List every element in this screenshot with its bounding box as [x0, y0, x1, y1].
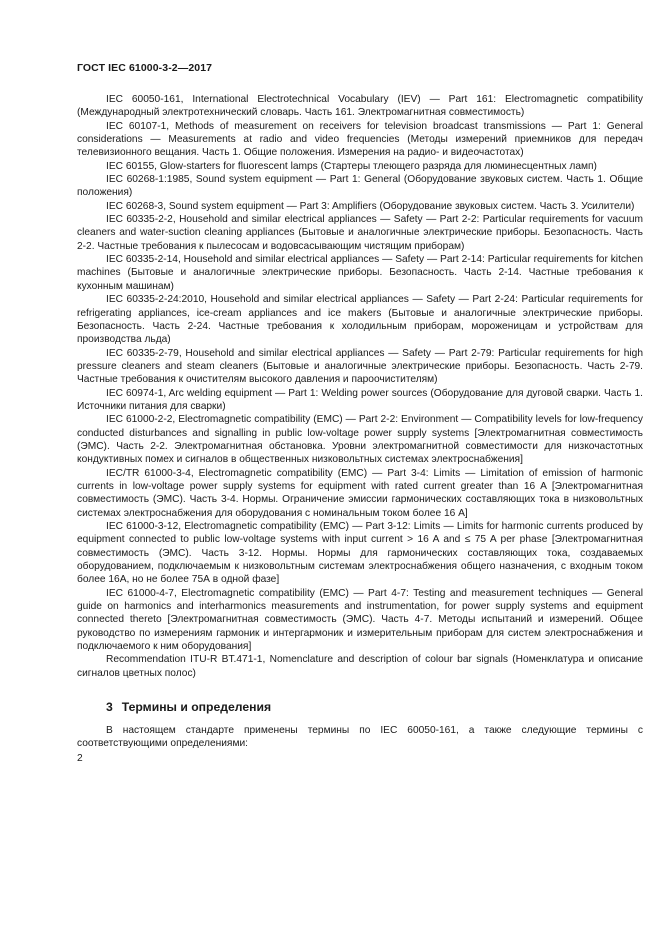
reference-item: IEC 60155, Glow-starters for fluorescent lamps (Стартеры тлеющего разряда для люминесцентных ламп)	[106, 160, 597, 172]
reference-item: IEC 60335-2-2, Household and similar electrical appliances — Safety — Part 2-2: Particular requirements for vacuum cleaners and water-suction cleaning appliances (Бытовые и аналогичные электрические приборы. Безопасность. Часть 2-2. Частные требования к пылесосам и водовсасывающим чистящим приборам)	[77, 214, 643, 252]
reference-item: IEC 60335-2-24:2010, Household and similar electrical appliances — Safety — Part 2-24: Particular requirements for refrigerating appliances, ice-cream appliances and ice makers (Бытовые и аналогичные электрические приборы. Безопасность. Часть 2-24. Частные требования к холодильным приборам, мороженицам и устройствам для производства льда)	[77, 294, 643, 346]
reference-item: IEC 60268-1:1985, Sound system equipment — Part 1: General (Оборудование звуковых систем. Часть 1. Общие положения)	[77, 174, 643, 199]
normative-references-list	[77, 93, 643, 680]
reference-item: IEC 60335-2-79, Household and similar electrical appliances — Safety — Part 2-79: Particular requirements for high pressure cleaners and steam cleaners (Бытовые и аналогичные электрические приборы. Безопасность. Часть 2-79. Частные требования к очистителям высокого давления и пароочистителям)	[77, 347, 643, 386]
document-header: ГОСТ IEC 61000-3-2—2017	[77, 62, 213, 74]
reference-item: IEC 60335-2-14, Household and similar electrical appliances — Safety — Part 2-14: Particular requirements for kitchen machines (Бытовые и аналогичные электрические приборы. Безопасность. Часть 2-14. Частные требования к кухонным машинам)	[77, 254, 643, 292]
section-heading	[106, 700, 271, 714]
reference-item: IEC 60268-3, Sound system equipment — Part 3: Amplifiers (Оборудование звуковых систем. Часть 3. Усилители)	[106, 200, 635, 212]
reference-item: IEC 61000-2-2, Electromagnetic compatibility (EMC) — Part 2-2: Environment — Compatibility levels for low-frequency conducted disturbances and signalling in public low-voltage power supply systems [Электромагнитная совместимость (ЭМС). Часть 2-2. Электромагнитная обстановка. Уровни электромагнитной совместимости для низкочастотных кондуктивных помех и сигналов в общественных низковольтных системах электроснабжения]	[77, 414, 643, 466]
reference-item: Recommendation ITU-R BT.471-1, Nomenclature and description of colour bar signals (Номенклатура и описание сигналов цветных полос)	[77, 654, 643, 679]
reference-item: IEC 60974-1, Arc welding equipment — Part 1: Welding power sources (Оборудование для дуговой сварки. Часть 1. Источники питания для сварки)	[77, 387, 643, 412]
page-number: 2	[77, 753, 83, 764]
reference-item: IEC 61000-3-12, Electromagnetic compatibility (EMC) — Part 3-12: Limits — Limits for harmonic currents produced by equipment connected to public low-voltage systems with input current > 16 A and ≤ 75 A per phase [Электромагнитная совместимость (ЭМС). Часть 3-12. Нормы. Нормы для гармонических составляющих тока, создаваемых оборудованием, подключаемым к низковольтным системам электроснабжения общего назначения, с входным током более 16А, но не более 75А в одной фазе]	[77, 521, 643, 586]
section-number: 3	[106, 700, 113, 714]
section-title: Термины и определения	[121, 700, 272, 714]
reference-item: IEC/TR 61000-3-4, Electromagnetic compatibility (EMC) — Part 3-4: Limits — Limitation of emission of harmonic currents in low-voltage power supply systems for equipment with rated current greater than 16 A [Электромагнитная совместимость (ЭМС). Часть 3-4. Нормы. Ограничение эмиссии гармонических составляющих тока в низковольтных системах электроснабжения для оборудования с номинальным током более 16 А]	[77, 467, 643, 519]
reference-item: IEC 61000-4-7, Electromagnetic compatibility (EMC) — Part 4-7: Testing and measurement techniques — General guide on harmonics and interharmonics measurements and instrumentation, for power supply systems and equipment connected thereto [Электромагнитная совместимость (ЭМС). Часть 4-7. Методы испытаний и измерений. Общее руководство по измерениям гармоник и интергармоник и измерительным приборам для систем электроснабжения и подключаемого к ним оборудования]	[77, 587, 643, 653]
reference-item: IEC 60050-161, International Electrotechnical Vocabulary (IEV) — Part 161: Electromagnetic compatibility (Международный электротехнический словарь. Часть 161. Электромагнитная совместимость)	[77, 94, 643, 119]
reference-item: IEC 60107-1, Methods of measurement on receivers for television broadcast transmissions — Part 1: General considerations — Measurements at radio and video frequencies (Методы измерений приемников для передач телевизионного вещания. Часть 1. Общие положения. Измерения на радио- и видеочастотах)	[77, 120, 643, 159]
section-intro-paragraph: В настоящем стандарте применены термины по IEC 60050-161, а также следующие термины с соответствующими определениями:	[77, 725, 643, 750]
